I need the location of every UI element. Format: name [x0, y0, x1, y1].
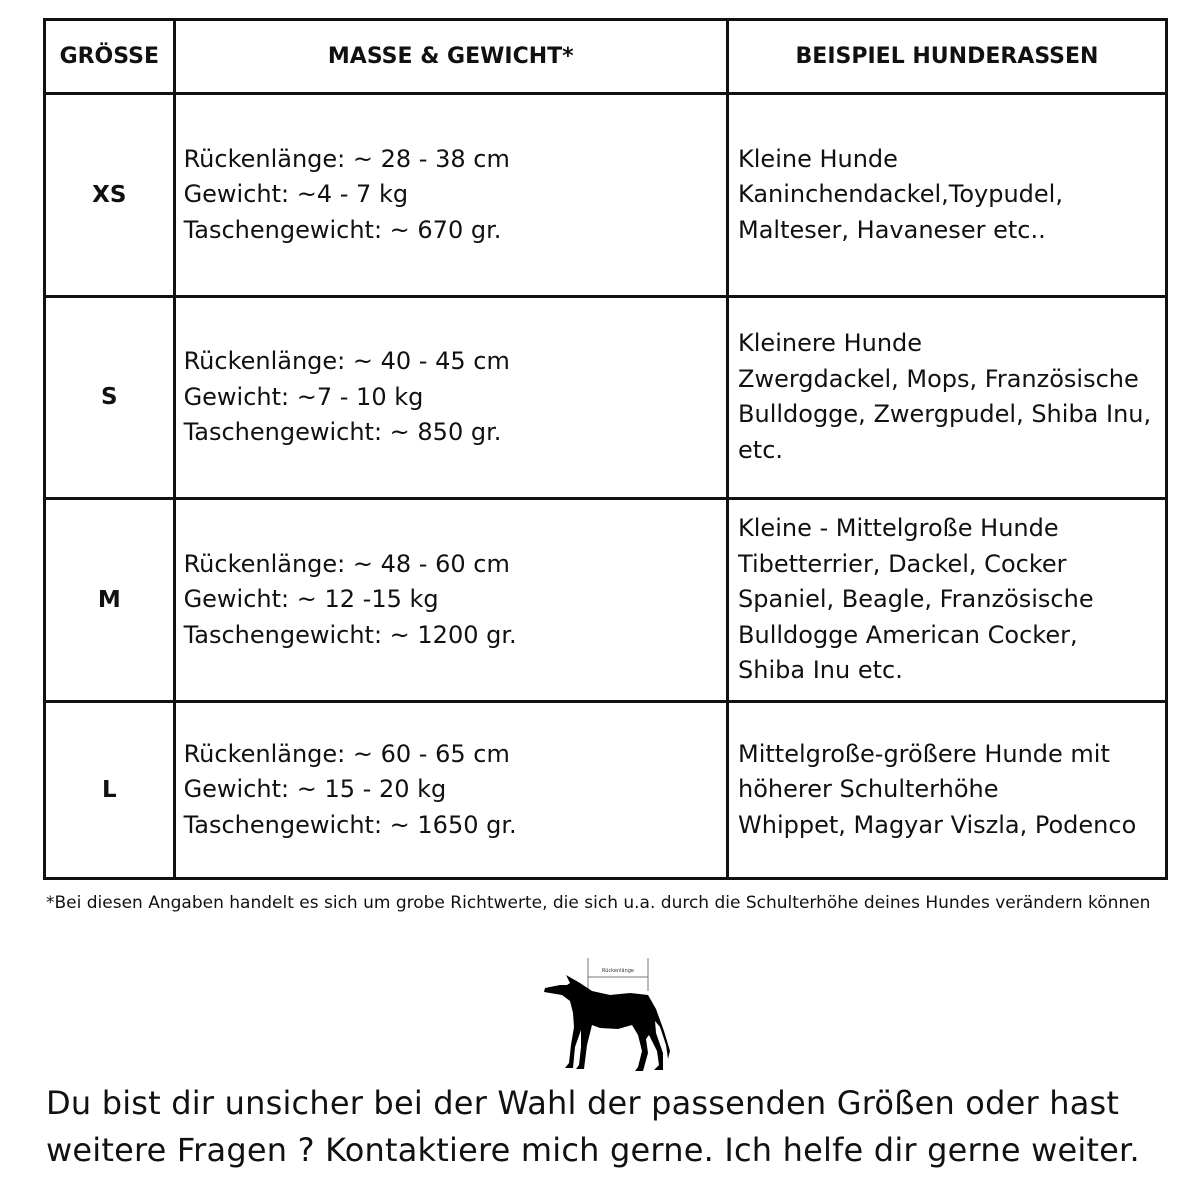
size-label: S	[45, 296, 175, 499]
breed-line: Bulldogge American Cocker,	[738, 620, 1078, 649]
breeds-cell	[728, 701, 1167, 878]
table-header-row	[45, 20, 1167, 94]
bag-weight: Taschengewicht: ~ 850 gr.	[183, 418, 502, 447]
breed-line: Kaninchendackel,Toypudel,	[738, 180, 1063, 208]
bag-weight: Taschengewicht: ~ 1650 gr.	[183, 810, 517, 839]
bag-weight: Taschengewicht: ~ 1200 gr.	[183, 620, 517, 649]
breed-line: Zwergdackel, Mops, Französische	[738, 364, 1139, 393]
measures-cell	[174, 296, 727, 499]
figure-label: Rückenlänge	[601, 968, 635, 974]
footnote: *Bei diesen Angaben handelt es sich um grobe Richtwerte, die sich u.a. durch die Schulterhöhe deines Hundes verändern können	[46, 893, 1151, 913]
breed-line: höherer Schulterhöhe	[738, 775, 999, 804]
breeds-cell	[728, 94, 1167, 297]
dog-silhouette-icon	[540, 955, 675, 1075]
back-length: Rückenlänge: ~ 48 - 60 cm	[183, 549, 510, 578]
size-label: M	[45, 499, 175, 702]
contact-line-2: weitere Fragen ? Kontaktiere mich gerne. Ich helfe dir gerne weiter.	[46, 1131, 1140, 1169]
dog-weight: Gewicht: ~ 12 -15 kg	[183, 585, 439, 614]
measures-cell	[174, 499, 727, 702]
header-size: GRÖSSE	[45, 20, 175, 94]
breed-category: Kleinere Hunde	[738, 329, 923, 358]
breeds-cell	[728, 499, 1167, 702]
table-row	[45, 94, 1167, 297]
dog-weight: Gewicht: ~ 15 - 20 kg	[183, 775, 447, 804]
breed-line: etc.	[738, 435, 784, 464]
breed-line: Bulldogge, Zwergpudel, Shiba Inu,	[738, 400, 1152, 429]
breed-line: Malteser, Havaneser etc..	[738, 215, 1046, 244]
breed-category: Mittelgroße-größere Hunde mit	[738, 739, 1110, 768]
table-row	[45, 499, 1167, 702]
size-label: L	[45, 701, 175, 878]
size-chart-table	[43, 18, 1168, 880]
contact-line-1: Du bist dir unsicher bei der Wahl der passenden Größen oder hast	[46, 1084, 1120, 1122]
dog-measurement-figure	[540, 955, 675, 1075]
breed-line: Shiba Inu etc.	[738, 656, 903, 685]
header-measures: MASSE & GEWICHT*	[174, 20, 727, 94]
table-row	[45, 296, 1167, 499]
measures-cell	[174, 94, 727, 297]
contact-message	[46, 1080, 1186, 1174]
measures-cell	[174, 701, 727, 878]
breed-line: Whippet, Magyar Viszla, Podenco	[738, 810, 1137, 839]
header-breeds: BEISPIEL HUNDERASSEN	[728, 20, 1167, 94]
table-row	[45, 701, 1167, 878]
breeds-cell	[728, 296, 1167, 499]
back-length: Rückenlänge: ~ 40 - 45 cm	[183, 347, 510, 376]
dog-weight: Gewicht: ~4 - 7 kg	[183, 180, 409, 208]
breed-category: Kleine Hunde	[738, 144, 898, 173]
dog-weight: Gewicht: ~7 - 10 kg	[183, 382, 424, 411]
back-length: Rückenlänge: ~ 28 - 38 cm	[183, 144, 510, 173]
breed-line: Tibetterrier, Dackel, Cocker	[738, 549, 1067, 578]
bag-weight: Taschengewicht: ~ 670 gr.	[183, 215, 502, 244]
size-label: XS	[45, 94, 175, 297]
breed-line: Spaniel, Beagle, Französische	[738, 585, 1094, 614]
breed-category: Kleine - Mittelgroße Hunde	[738, 514, 1059, 543]
back-length: Rückenlänge: ~ 60 - 65 cm	[183, 739, 510, 768]
